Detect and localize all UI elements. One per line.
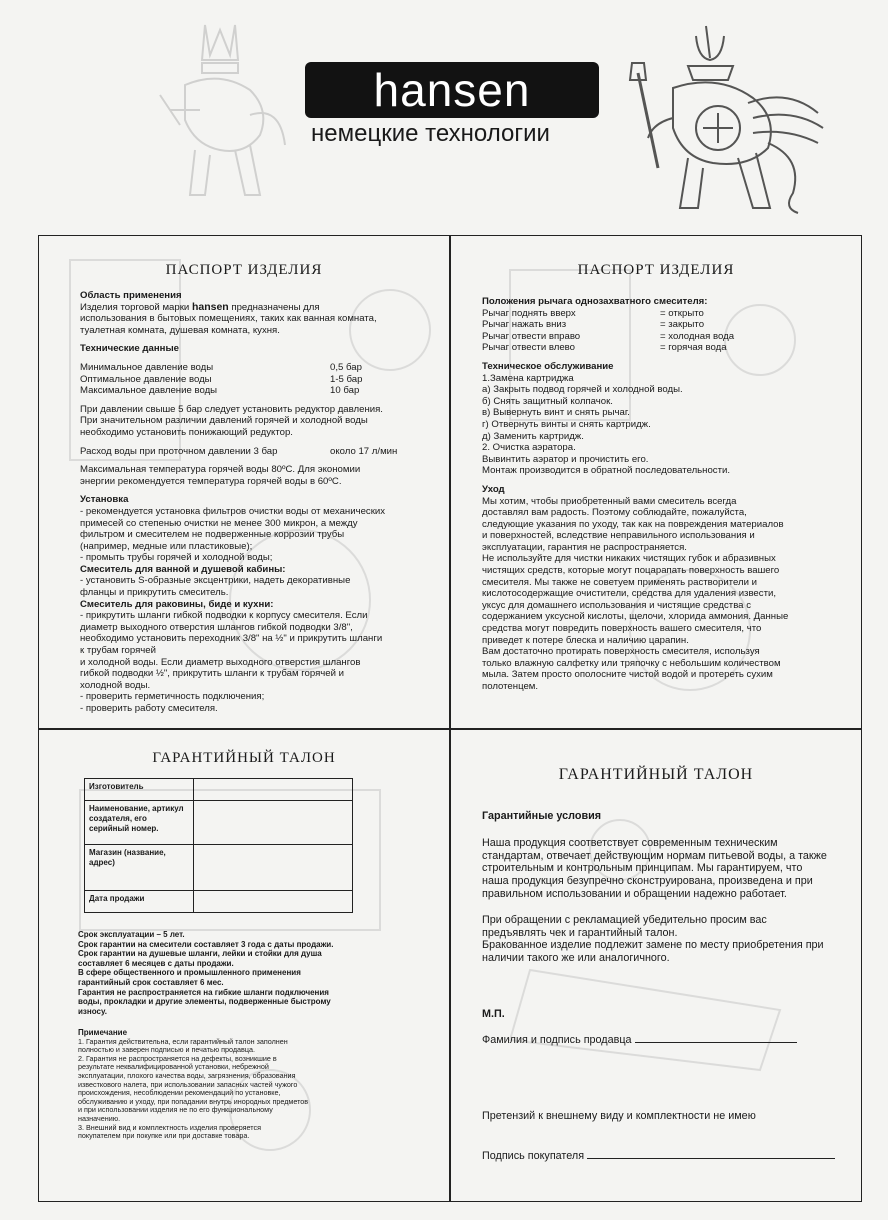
care-line: приведет к потере блеска и наличию царапин.	[482, 634, 689, 646]
care-line: только влажную салфетку или тряпочку с небольшим количеством	[482, 657, 781, 669]
scope-prefix: Изделия торговой марки	[80, 301, 192, 313]
seller-signature-field[interactable]	[635, 1042, 797, 1043]
faded-lion-emblem-graphic	[150, 15, 290, 215]
lever-heading: Положения рычага однозахватного смесителя:	[482, 296, 708, 307]
care-line: Мы хотим, чтобы приобретенный вами смеситель всегда	[482, 495, 737, 507]
note-line: происхождения, несоблюдении рекомендаций по установке,	[78, 1088, 281, 1098]
scope-suffix: предназначены для	[228, 301, 320, 313]
claims-statement: Претензий к внешнему виду и комплектности не имею	[482, 1110, 756, 1122]
note-line: результате неквалифицированной установки, небрежной	[78, 1062, 269, 1072]
brand-logo-text: hansen	[373, 64, 531, 116]
flow-value: около 17 л/мин	[330, 445, 398, 457]
lever-label: Рычаг нажать вниз	[482, 319, 567, 331]
sink-line: необходимо установить переходник 3/8" на ½" и прикрутить шланги	[80, 633, 383, 645]
service-line: 1.Замена картриджа	[482, 372, 574, 384]
conditions-line: наша продукция безупречно сконструирована, произведена и при	[482, 875, 813, 888]
table-row-label-text: Дата продажи	[89, 894, 145, 903]
service-line: а) Закрыть подвод горячей и холодной воды.	[482, 384, 683, 396]
claim-line: предъявлять чек и гарантийный талон.	[482, 926, 678, 939]
service-line: 2. Очистка аэратора.	[482, 442, 576, 454]
table-row-value-field[interactable]	[194, 845, 353, 891]
sink-line: к трубам горячей	[80, 645, 157, 657]
care-heading: Уход	[482, 483, 505, 495]
service-heading: Техническое обслуживание	[482, 360, 614, 372]
pressure-value: 1-5 бар	[330, 373, 363, 385]
faded-lion-emblem	[150, 15, 290, 215]
table-row-label-text: адрес)	[89, 858, 115, 867]
install-line: примесей со степенью очистки не менее 300 микрон, а между	[80, 517, 358, 529]
lever-label: Рычаг отвести влево	[482, 342, 575, 354]
table-row-label	[85, 891, 194, 913]
care-line: Вам достаточно протирать поверхность смесителя, используя	[482, 646, 760, 658]
lion-emblem-graphic	[618, 18, 828, 218]
pressure-value: 0,5 бар	[330, 361, 362, 373]
table-row-label-text: Наименование, артикул	[89, 804, 184, 813]
table-row	[85, 845, 353, 891]
buyer-signature-field[interactable]	[587, 1158, 835, 1159]
note-line: 3. Внешний вид и комплектность изделия проверяется	[78, 1122, 261, 1132]
lever-row	[482, 342, 852, 354]
terms-line: Срок эксплуатации – 5 лет.	[78, 930, 185, 939]
care-line: чистящих средств, которые могут поцарапать поверхность вашего	[482, 565, 780, 577]
terms-line: износу.	[78, 1006, 107, 1016]
care-line: смесителя. Мы также не советуем применять растворители и	[482, 576, 757, 588]
conditions-line: Наша продукция соответствует современным техническим	[482, 836, 778, 849]
conditions-line: стандартам, отвечает действующим нормам питьевой воды, а также	[482, 849, 827, 862]
table-row-label-text: Изготовитель	[89, 782, 144, 791]
lever-label: Рычаг поднять вверх	[482, 307, 576, 319]
lever-value: = холодная вода	[660, 330, 735, 342]
pressure-label: Максимальное давление воды	[80, 385, 218, 397]
pressure-label: Оптимальное давление воды	[80, 373, 212, 385]
claim-line: наличии такого же или аналогичного.	[482, 952, 670, 965]
conditions-line: строительным и контрольным принципам. Мы гарантируем, что	[482, 862, 803, 875]
claim-line: При обращении с рекламацией убедительно просим вас	[482, 913, 767, 926]
warranty-table-wrapper	[84, 778, 353, 913]
table-row-label-text: создателя, его	[89, 814, 147, 823]
brand-tagline: немецкие технологии	[311, 120, 550, 147]
scope-line	[80, 302, 440, 314]
temp-note-line: энергии рекомендуется температура горячей воды в 60ºС.	[80, 475, 342, 487]
note-line: 2. Гарантия не распространяется на дефекты, возникшие в	[78, 1053, 277, 1063]
note-line: и при использовании изделия не по его функциональному	[78, 1105, 273, 1115]
claim-line: Бракованное изделие подлежит замене по месту приобретения при	[482, 939, 824, 952]
seller-label: Фамилия и подпись продавца	[482, 1034, 632, 1046]
lion-emblem	[618, 18, 828, 218]
care-line: содержанием уксусной кислоты, щелочи, хлорида аммония. Данные	[482, 611, 789, 623]
care-line: и поверхностей, вследствие неправильного использования и	[482, 530, 755, 542]
table-row-value-field[interactable]	[194, 801, 353, 845]
temp-note-line: Максимальная температура горячей воды 80ºС. Для экономии	[80, 464, 361, 476]
service-line: б) Снять защитный колпачок.	[482, 395, 613, 407]
service-line: Монтаж производится в обратной последовательности.	[482, 465, 731, 477]
bath-heading: Смеситель для ванной и душевой кабины:	[80, 563, 286, 575]
bath-line: фланцы и прикрутить смеситель.	[80, 587, 229, 599]
sink-line: и холодной воды. Если диаметр выходного отверстия шлангов	[80, 656, 361, 668]
warranty-right-title: ГАРАНТИЙНЫЙ ТАЛОН	[558, 766, 754, 783]
service-line: Вывинтить аэратор и прочистить его.	[482, 453, 649, 465]
sink-line: - проверить работу смесителя.	[80, 703, 218, 714]
pressure-row	[80, 374, 440, 386]
table-row-label	[85, 845, 194, 891]
table-row	[85, 779, 353, 801]
care-line: следующие указания по уходу, так как на повреждения материалов	[482, 518, 784, 530]
pressure-label: Минимальное давление воды	[80, 361, 214, 373]
note-line: покупателем при покупке или при доставке товара.	[78, 1131, 250, 1141]
sink-heading: Смеситель для раковины, биде и кухни:	[80, 598, 274, 610]
warranty-left-title: ГАРАНТИЙНЫЙ ТАЛОН	[152, 750, 336, 766]
lever-row	[482, 308, 852, 320]
install-line: (например, медные или пластиковые);	[80, 540, 253, 552]
terms-line: Гарантия не распространяется на гибкие шланги подключения	[78, 987, 329, 997]
conditions-line: правильном использовании и обращении надежно работает.	[482, 887, 787, 900]
care-line: полотенцем.	[482, 681, 539, 692]
service-line: в) Вывернуть винт и снять рычаг.	[482, 407, 630, 419]
care-line: кислотосодержащие очистители, средства для удаления извести,	[482, 588, 776, 600]
sink-line: гибкой подводки ½", прикрутить шланги к трубам горячей и	[80, 668, 345, 680]
lever-row	[482, 331, 852, 343]
warranty-table	[84, 778, 353, 913]
note-line: эксплуатации, плохого качества воды, загрязнения, образования	[78, 1070, 296, 1080]
care-line: Не используйте для чистки никаких чистящих губок и абразивных	[482, 553, 776, 565]
scope-brand: hansen	[191, 300, 229, 313]
table-row-label	[85, 801, 194, 845]
note-line: известкового налета, при использовании запасных частей чужого	[78, 1079, 298, 1089]
table-row-label-text: Магазин (название,	[89, 848, 166, 857]
warranty-terms	[78, 930, 440, 1016]
passport-right-title: ПАСПОРТ ИЗДЕЛИЯ	[577, 262, 735, 278]
pressure-value: 10 бар	[330, 385, 360, 397]
terms-line: Срок гарантии на смесители составляет 3 года с даты продажи.	[78, 939, 334, 949]
passport-left-body	[80, 290, 440, 715]
pressure-note-line: При давлении свыше 5 бар следует установить редуктор давления.	[80, 403, 383, 415]
note-line: обслуживанию и уходу, при попадании внутрь инородных предметов	[78, 1096, 309, 1106]
note-line: 1. Гарантия действительна, если гарантийный талон заполнен	[78, 1036, 288, 1046]
service-line: г) Отвернуть винты и снять картридж.	[482, 418, 651, 430]
service-line: д) Заменить картридж.	[482, 430, 584, 442]
care-line: средства могут повредить поверхность вашего смесителя, что	[482, 623, 762, 635]
table-row-label-text: серийный номер.	[89, 824, 159, 833]
table-row-value-field[interactable]	[194, 891, 353, 913]
seller-signature-line	[482, 1034, 797, 1047]
passport-right-body	[482, 296, 852, 693]
pressure-row	[80, 362, 440, 374]
pressure-note-line: необходимо установить понижающий редуктор.	[80, 426, 293, 438]
care-line: эксплуатации, гарантия не распространяется.	[482, 541, 687, 553]
sink-line: холодной воды.	[80, 679, 151, 691]
buyer-label: Подпись покупателя	[482, 1150, 585, 1162]
table-row	[85, 801, 353, 845]
scope-line: использования в бытовых помещениях, таких как ванная комната,	[80, 313, 377, 325]
tech-heading: Технические данные	[80, 343, 179, 355]
install-line: - промыть трубы горячей и холодной воды;	[80, 552, 273, 564]
bath-line: - установить S-образные эксцентрики, надеть декоративные	[80, 575, 351, 587]
lever-value: = горячая вода	[660, 342, 727, 354]
care-line: мыла. Затем просто ополосните чистой водой и протереть сухим	[482, 669, 773, 681]
scope-line: туалетная комната, душевая комната, кухня.	[80, 324, 280, 336]
lever-row	[482, 319, 852, 331]
table-row-value-field[interactable]	[194, 779, 353, 801]
flow-label: Расход воды при проточном давлении 3 бар	[80, 445, 278, 457]
sink-line: диаметр выходного отверстия шлангов гибкой подводки 3/8",	[80, 621, 353, 633]
lever-value: = закрыто	[660, 319, 705, 331]
note-heading: Примечание	[78, 1028, 128, 1037]
passport-left-title: ПАСПОРТ ИЗДЕЛИЯ	[165, 262, 323, 278]
note-line: назначению.	[78, 1113, 121, 1123]
lever-label: Рычаг отвести вправо	[482, 330, 581, 342]
table-row	[85, 891, 353, 913]
install-line: фильтром и смесителем не подверженные коррозии трубы	[80, 529, 345, 541]
table-row-label	[85, 779, 194, 801]
buyer-signature-line	[482, 1150, 835, 1163]
lever-value: = открыто	[660, 307, 704, 319]
pressure-note-line: При значительном различии давлений горячей и холодной воды	[80, 415, 368, 427]
scope-heading: Область применения	[80, 290, 182, 301]
brand-logo	[305, 62, 599, 118]
note-line: полностью и заверен подписью и печатью продавца.	[78, 1045, 255, 1055]
sink-line: - проверить герметичность подключения;	[80, 691, 265, 703]
pressure-row	[80, 385, 440, 397]
care-line: уксус для домашнего использования и чистящие средства с	[482, 599, 751, 611]
flow-row	[80, 446, 440, 458]
terms-line: гарантийный срок составляет 6 мес.	[78, 977, 224, 987]
terms-line: В сфере общественного и промышленного применения	[78, 968, 301, 978]
install-line: - рекомендуется установка фильтров очистки воды от механических	[80, 505, 386, 517]
care-line: доставлял вам радость. Поэтому соблюдайте, пожалуйста,	[482, 507, 747, 519]
stamp-label: М.П.	[482, 1008, 505, 1020]
warranty-right-body	[482, 810, 852, 965]
install-heading: Установка	[80, 494, 129, 506]
terms-line: составляет 6 месяцев с даты продажи.	[78, 958, 234, 968]
conditions-heading: Гарантийные условия	[482, 810, 602, 822]
note-section	[78, 1028, 440, 1141]
terms-line: воды, прокладки и другие элементы, подверженные быстрому	[78, 997, 331, 1007]
terms-line: Срок гарантии на душевые шланги, лейки и стойки для душа	[78, 949, 322, 959]
sink-line: - прикрутить шланги гибкой подводки к корпусу смесителя. Если	[80, 610, 368, 622]
